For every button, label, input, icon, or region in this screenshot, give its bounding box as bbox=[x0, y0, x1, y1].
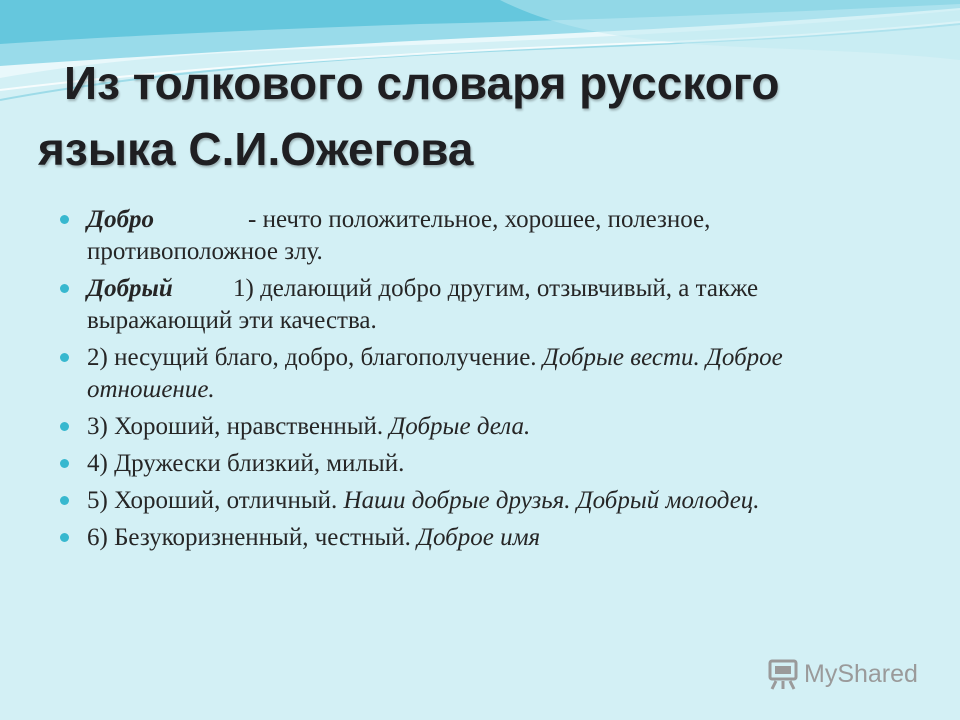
list-item bbox=[60, 342, 900, 406]
entry-text: 6) Безукоризненный, честный. bbox=[87, 524, 418, 551]
entry-example: Наши добрые друзья. Добрый молодец. bbox=[343, 487, 760, 514]
watermark-logo bbox=[766, 656, 918, 692]
entry-text: - нечто положительное, хорошее, полезное, противоположное злу. bbox=[87, 206, 711, 265]
bullet-icon bbox=[60, 533, 69, 542]
slide-title bbox=[38, 50, 918, 182]
entry-text: 5) Хороший, отличный. bbox=[87, 487, 344, 514]
entry-example: Добрые вести. Доброе отношение. bbox=[87, 344, 783, 403]
list-item bbox=[60, 411, 900, 443]
list-item bbox=[60, 448, 900, 480]
entry-text: 1) делающий добро другим, отзывчивый, а также выражающий эти качества. bbox=[87, 275, 759, 334]
bullet-icon bbox=[60, 215, 69, 224]
title-line-1: Из толкового словаря русского bbox=[64, 57, 780, 109]
entry-example: Добрые дела. bbox=[389, 413, 531, 440]
list-item bbox=[60, 273, 900, 337]
bullet-icon bbox=[60, 353, 69, 362]
bullet-icon bbox=[60, 422, 69, 431]
projector-screen-icon bbox=[766, 657, 800, 691]
entry-text: 2) несущий благо, добро, благополучение. bbox=[87, 344, 543, 371]
entry-text: 3) Хороший, нравственный. bbox=[87, 413, 390, 440]
watermark-text: MyShared bbox=[804, 659, 918, 688]
list-item bbox=[60, 204, 900, 268]
entry-example: Доброе имя bbox=[417, 524, 541, 551]
title-line-2: языка С.И.Ожегова bbox=[38, 123, 474, 175]
definition-list bbox=[60, 204, 900, 559]
bullet-icon bbox=[60, 459, 69, 468]
bullet-icon bbox=[60, 284, 69, 293]
entry-term: Добрый bbox=[87, 275, 173, 302]
list-item bbox=[60, 522, 900, 554]
bullet-icon bbox=[60, 496, 69, 505]
entry-term: Добро bbox=[87, 206, 155, 233]
list-item bbox=[60, 485, 900, 517]
entry-text: 4) Дружески близкий, милый. bbox=[87, 450, 405, 477]
